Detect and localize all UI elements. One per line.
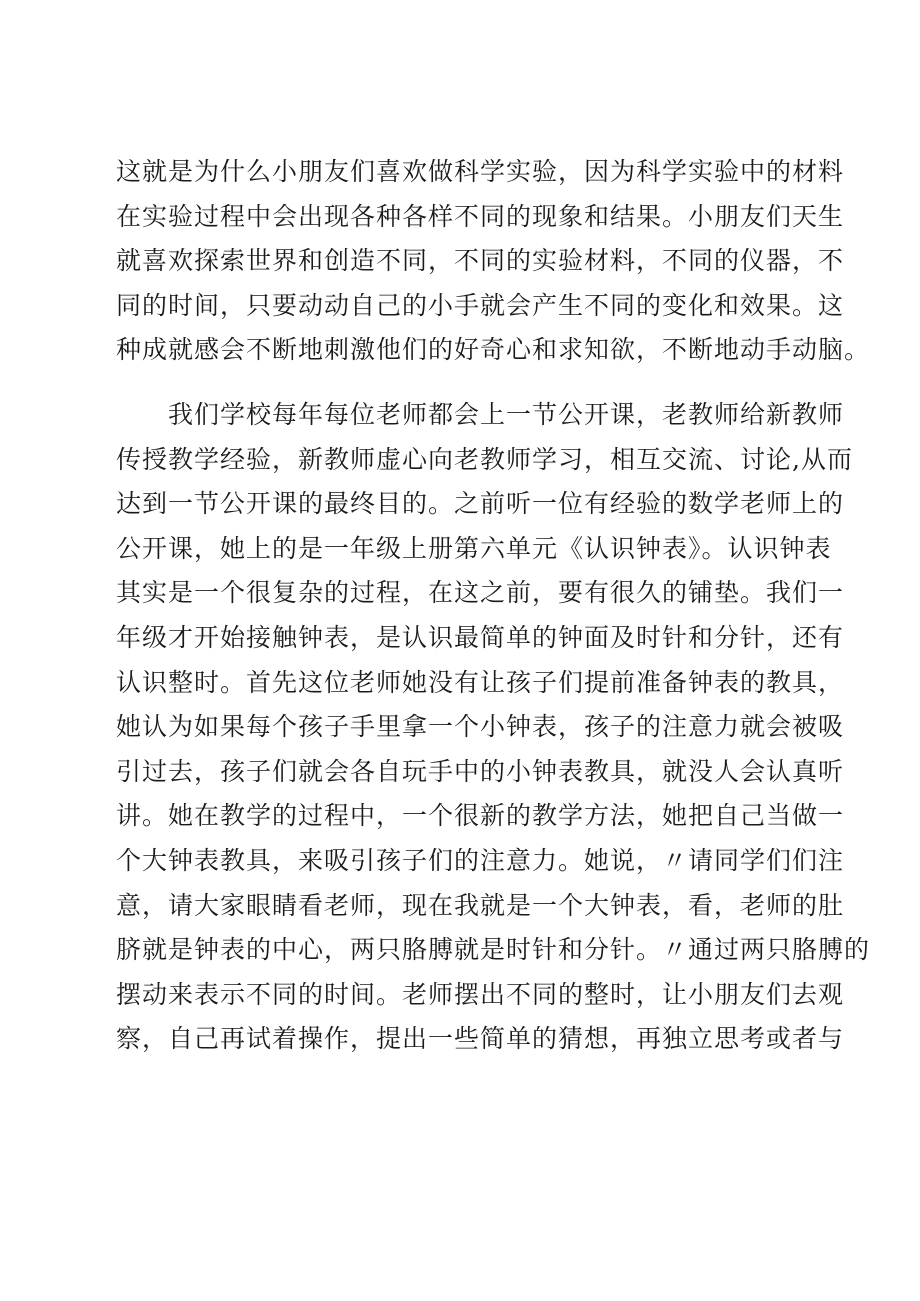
text-line: 脐就是钟表的中心，两只胳膊就是时针和分针。〃通过两只胳膊的	[116, 935, 871, 965]
text-line: 这就是为什么小朋友们喜欢做科学实验，因为科学实验中的材料	[116, 157, 845, 186]
text-line: 同的时间，只要动动自己的小手就会产生不同的变化和效果。这	[116, 290, 845, 320]
text-line: 摆动来表示不同的时间。老师摆出不同的整时，让小朋友们去观	[116, 979, 845, 1009]
paragraph-science-experiments	[116, 150, 871, 373]
text-line: 我们学校每年每位老师都会上一节公开课，老教师给新教师	[116, 400, 845, 429]
text-line: 讲。她在教学的过程中，一个很新的教学方法，她把自己当做一	[116, 801, 845, 831]
text-line: 个大钟表教具，来吸引孩子们的注意力。她说，〃请同学们们注	[116, 845, 845, 875]
text-line: 察，自己再试着操作，提出一些简单的猜想，再独立思考或者与	[116, 1024, 845, 1054]
text-line: 认识整时。首先这位老师她没有让孩子们提前准备钟表的教具，	[116, 667, 845, 697]
text-line: 种成就感会不断地刺激他们的好奇心和求知欲，不断地动手动脑。	[116, 335, 871, 365]
text-line: 她认为如果每个孩子手里拿一个小钟表，孩子的注意力就会被吸	[116, 712, 845, 742]
text-line: 达到一节公开课的最终目的。之前听一位有经验的数学老师上的	[116, 489, 845, 519]
text-line: 传授教学经验，新教师虚心向老教师学习，相互交流、讨论,从而	[116, 444, 853, 474]
text-line: 在实验过程中会出现各种各样不同的现象和结果。小朋友们天生	[116, 201, 845, 231]
paragraph-open-class	[116, 393, 871, 1062]
text-line: 年级才开始接触钟表，是认识最简单的钟面及时针和分针，还有	[116, 622, 845, 652]
text-line: 公开课，她上的是一年级上册第六单元《认识钟表》。认识钟表	[116, 533, 832, 563]
text-line: 就喜欢探索世界和创造不同，不同的实验材料，不同的仪器，不	[116, 246, 845, 276]
text-line: 其实是一个很复杂的过程，在这之前，要有很久的铺垫。我们一	[116, 578, 845, 608]
text-line: 引过去，孩子们就会各自玩手中的小钟表教具，就没人会认真听	[116, 756, 845, 786]
text-line: 意，请大家眼睛看老师，现在我就是一个大钟表，看，老师的肚	[116, 890, 845, 920]
